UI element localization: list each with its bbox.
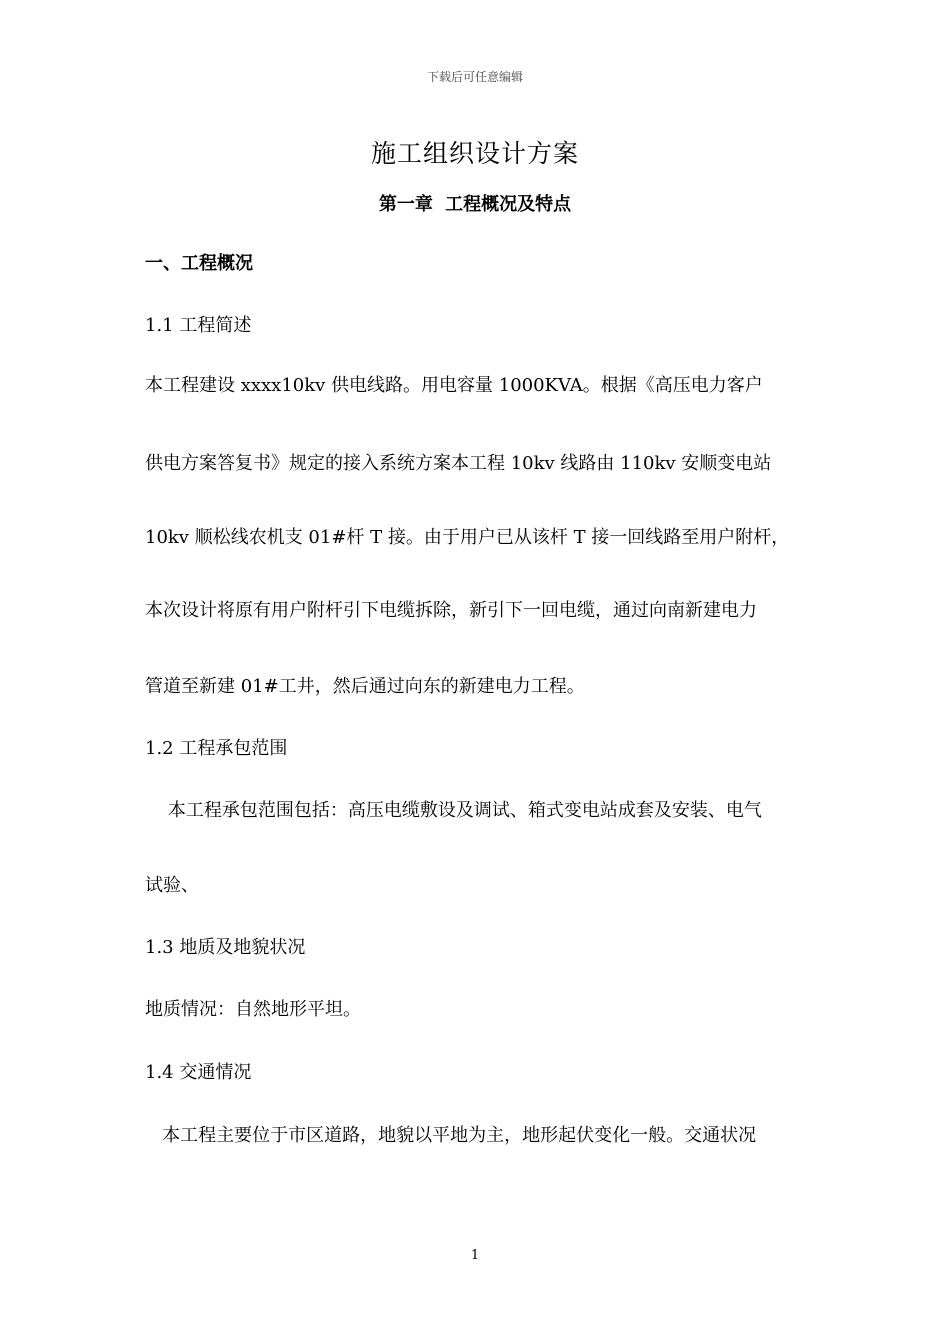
subsection-heading-1-1: 1.1 工程简述 bbox=[145, 315, 252, 336]
subsection-heading-1-4: 1.4 交通情况 bbox=[145, 1062, 252, 1083]
subsection-heading-1-3: 1.3 地质及地貌状况 bbox=[145, 937, 306, 958]
paragraph-line: 本工程主要位于市区道路，地貌以平地为主，地形起伏变化一般。交通状况 bbox=[145, 1125, 757, 1146]
paragraph-line: 本工程建设 xxxx10kv 供电线路。用电容量 1000KVA。根据《高压电力客户 bbox=[145, 375, 763, 396]
document-title: 施工组织设计方案 bbox=[370, 139, 579, 168]
subsection-heading-1-2: 1.2 工程承包范围 bbox=[145, 738, 288, 759]
paragraph-line: 试验、 bbox=[145, 875, 199, 896]
paragraph-line: 供电方案答复书》规定的接入系统方案本工程 10kv 线路由 110kv 安顺变电站 bbox=[145, 453, 772, 474]
paragraph-line: 管道至新建 01#工井，然后通过向东的新建电力工程。 bbox=[145, 676, 585, 697]
paragraph-line: 本次设计将原有用户附杆引下电缆拆除，新引下一回电缆，通过向南新建电力 bbox=[145, 600, 757, 621]
paragraph-line: 本工程承包范围包括：高压电缆敷设及调试、箱式变电站成套及安装、电气 bbox=[145, 800, 762, 821]
paragraph-line: 10kv 顺松线农机支 01#杆 T 接。由于用户已从该杆 T 接一回线路至用户附杆， bbox=[145, 527, 790, 548]
header-note: 下载后可任意编辑 bbox=[426, 70, 523, 84]
paragraph-line: 地质情况：自然地形平坦。 bbox=[145, 999, 361, 1020]
section-heading: 一、工程概况 bbox=[145, 253, 253, 274]
page-number: 1 bbox=[470, 1248, 480, 1263]
chapter-title: 第一章 工程概况及特点 bbox=[378, 194, 572, 215]
